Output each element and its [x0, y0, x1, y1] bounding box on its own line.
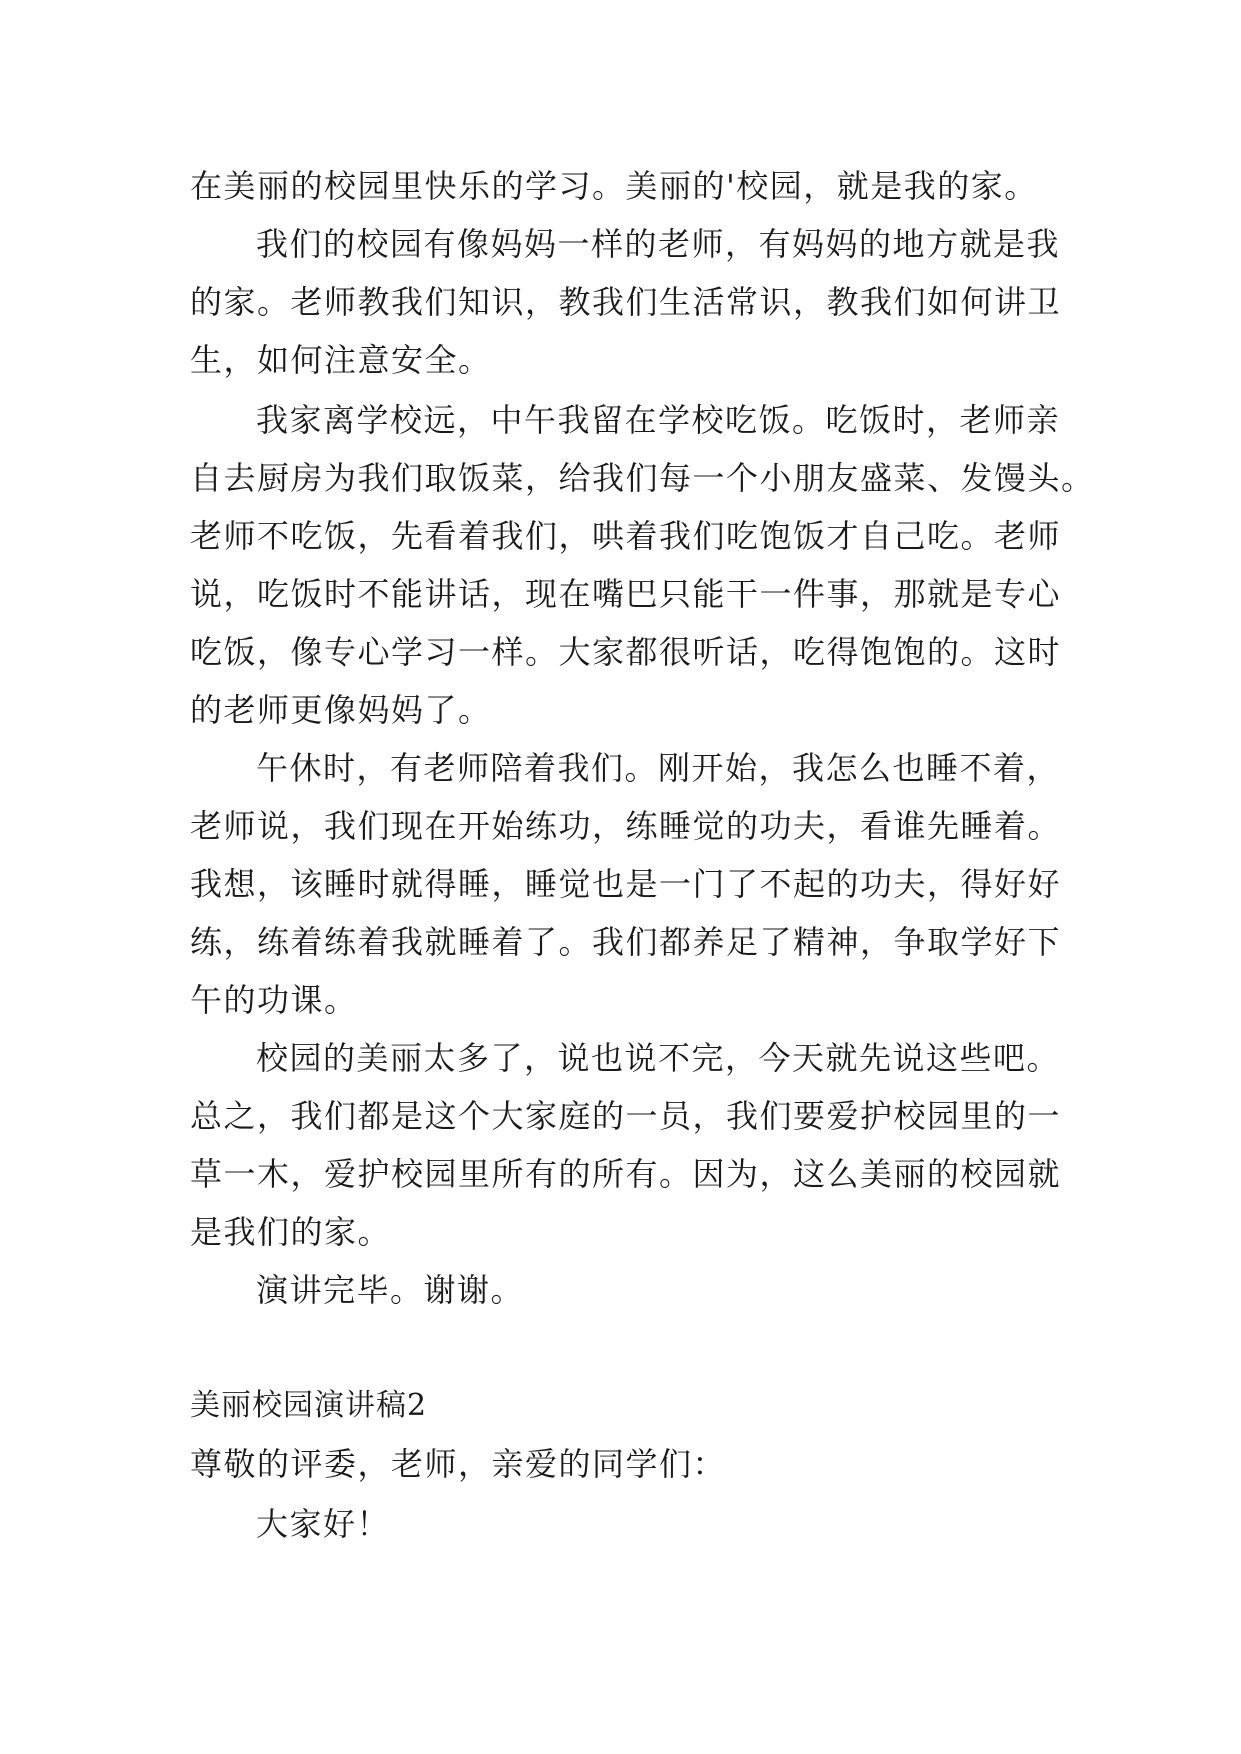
paragraph-line: 是我们的家。 — [190, 1213, 392, 1251]
paragraph-line: 自去厨房为我们取饭菜，给我们每一个小朋友盛菜、发馒头。 — [190, 459, 1095, 497]
paragraph-line: 我家离学校远，中午我留在学校吃饭。吃饭时，老师亲 — [256, 401, 1061, 439]
paragraph-line: 校园的美丽太多了，说也说不完，今天就先说这些吧。 — [256, 1039, 1061, 1077]
section-title: 美丽校园演讲稿2 — [190, 1388, 428, 1423]
paragraph-line: 在美丽的校园里快乐的学习。美丽的'校园，就是我的家。 — [190, 167, 1038, 205]
paragraph-line: 练，练着练着我就睡着了。我们都养足了精神，争取学好下 — [190, 923, 1062, 961]
paragraph-line: 说，吃饭时不能讲话，现在嘴巴只能干一件事，那就是专心 — [190, 575, 1062, 613]
paragraph-line: 老师不吃饭，先看着我们，哄着我们吃饱饭才自己吃。老师 — [190, 517, 1062, 555]
paragraph-line: 的家。老师教我们知识，教我们生活常识，教我们如何讲卫 — [190, 283, 1062, 321]
paragraph-line: 总之，我们都是这个大家庭的一员，我们要爱护校园里的一 — [190, 1097, 1062, 1135]
paragraph-line: 吃饭，像专心学习一样。大家都很听话，吃得饱饱的。这时 — [190, 633, 1062, 671]
salutation: 尊敬的评委，老师，亲爱的同学们： — [190, 1445, 727, 1483]
paragraph-line: 我想，该睡时就得睡，睡觉也是一门了不起的功夫，得好好 — [190, 865, 1062, 903]
greeting: 大家好！ — [256, 1505, 391, 1543]
paragraph-line: 生，如何注意安全。 — [190, 341, 492, 379]
paragraph-line: 的老师更像妈妈了。 — [190, 691, 492, 729]
paragraph-line: 老师说，我们现在开始练功，练睡觉的功夫，看谁先睡着。 — [190, 807, 1062, 845]
paragraph-line: 午休时，有老师陪着我们。刚开始，我怎么也睡不着， — [256, 749, 1061, 787]
closing-line: 演讲完毕。谢谢。 — [256, 1271, 525, 1309]
paragraph-line: 我们的校园有像妈妈一样的老师，有妈妈的地方就是我 — [256, 225, 1061, 263]
paragraph-line: 午的功课。 — [190, 981, 358, 1019]
paragraph-line: 草一木，爱护校园里所有的所有。因为，这么美丽的校园就 — [190, 1155, 1062, 1193]
